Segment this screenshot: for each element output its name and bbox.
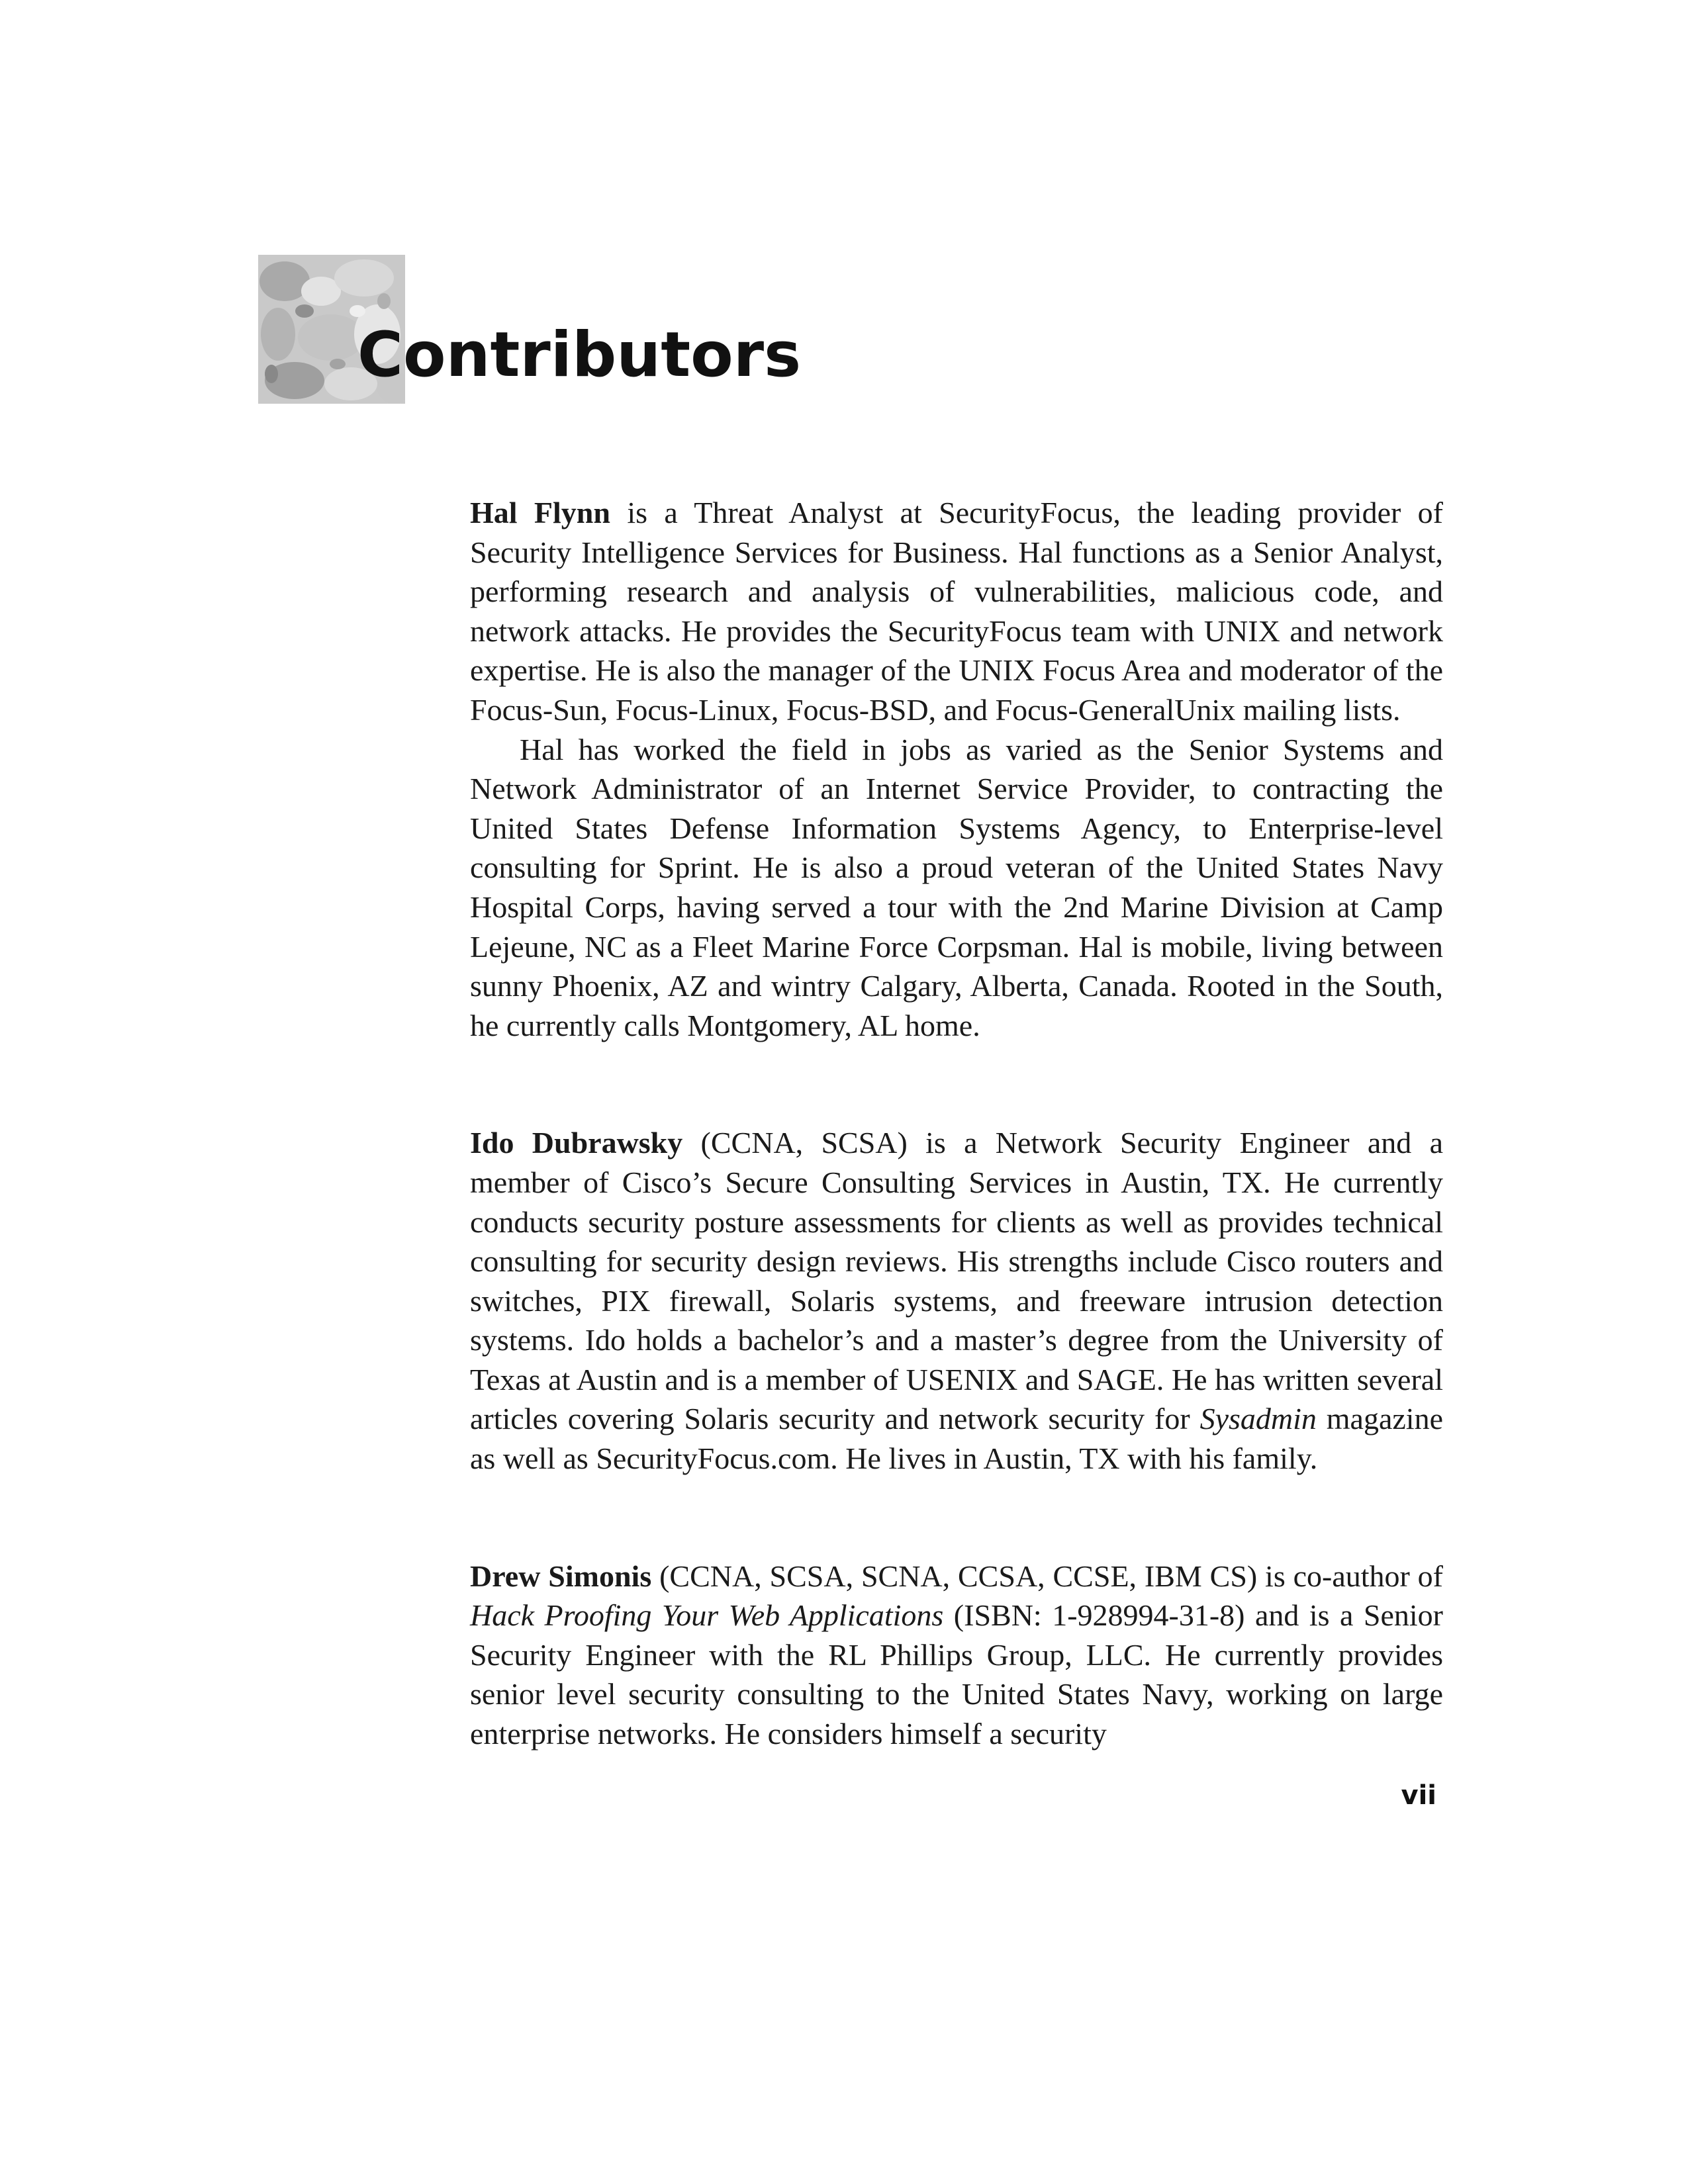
bio-text: (CCNA, SCSA, SCNA, CCSA, CCSE, IBM CS) is co-author of xyxy=(651,1559,1443,1593)
contributor-name: Hal Flynn xyxy=(470,496,610,529)
bio-text: is a Threat Analyst at SecurityFocus, the leading provider of Security Intelligence Services for Business. Hal functions as a Senior Analyst, performing research and analysis of vulnerabilities, malicious code, and network attacks. He provides the SecurityFocus team with UNIX and network expertise. He is also the manager of the UNIX Focus Area and moderator of the Focus-Sun, Focus-Linux, Focus-BSD, and Focus-GeneralUnix mailing lists. xyxy=(470,496,1444,727)
bio-drew-simonis xyxy=(470,1557,1443,1754)
bio-paragraph xyxy=(470,1557,1443,1754)
publication-title: Hack Proofing Your Web Applications xyxy=(470,1598,944,1633)
bio-text: magazine as well as SecurityFocus.com. He lives in Austin, TX with his family. xyxy=(470,1402,1443,1476)
bio-ido-dubrawsky xyxy=(470,1123,1443,1478)
bio-paragraph xyxy=(470,493,1443,730)
bio-hal-flynn xyxy=(470,493,1443,1045)
bio-paragraph xyxy=(470,1123,1443,1478)
page-number: vii xyxy=(1401,1780,1436,1811)
page-title: Contributors xyxy=(357,319,802,391)
publication-title: Sysadmin xyxy=(1199,1402,1317,1436)
contributors-list xyxy=(470,493,1443,1832)
bio-paragraph: Hal has worked the field in jobs as varied as the Senior Systems and Network Administrator of an Internet Service Provider, to contracting the United States Defense Information Systems Agency, to Enterprise-level consulting for Sprint. He is also a proud veteran of the United States Navy Hospital Corps, having served a tour with the 2nd Marine Division at Camp Lejeune, NC as a Fleet Marine Force Corpsman. Hal is mobile, living between sunny Phoenix, AZ and wintry Calgary, Alberta, Canada. Rooted in the South, he currently calls Montgomery, AL home. xyxy=(470,732,1443,1042)
contributor-name: Drew Simonis xyxy=(470,1559,652,1593)
contributor-name: Ido Dubrawsky xyxy=(470,1126,683,1160)
bio-text: (ISBN: 1-928994-31-8) and is a Senior Security Engineer with the RL Phillips Group, LLC. He currently provides senior level security consulting to the United States Navy, working on large enterprise networks. He considers himself a security xyxy=(470,1598,1444,1751)
bio-text: (CCNA, SCSA) is a Network Security Engineer and a member of Cisco’s Secure Consulting Services in Austin, TX. He currently conducts security posture assessments for clients as well as provides technical consulting for security design reviews. His strengths include Cisco routers and switches, PIX firewall, Solaris systems, and freeware intrusion detection systems. Ido holds a bachelor’s and a master’s degree from the University of Texas at Austin and is a member of USENIX and SAGE. He has written several articles covering Solaris security and network security for xyxy=(470,1126,1443,1436)
